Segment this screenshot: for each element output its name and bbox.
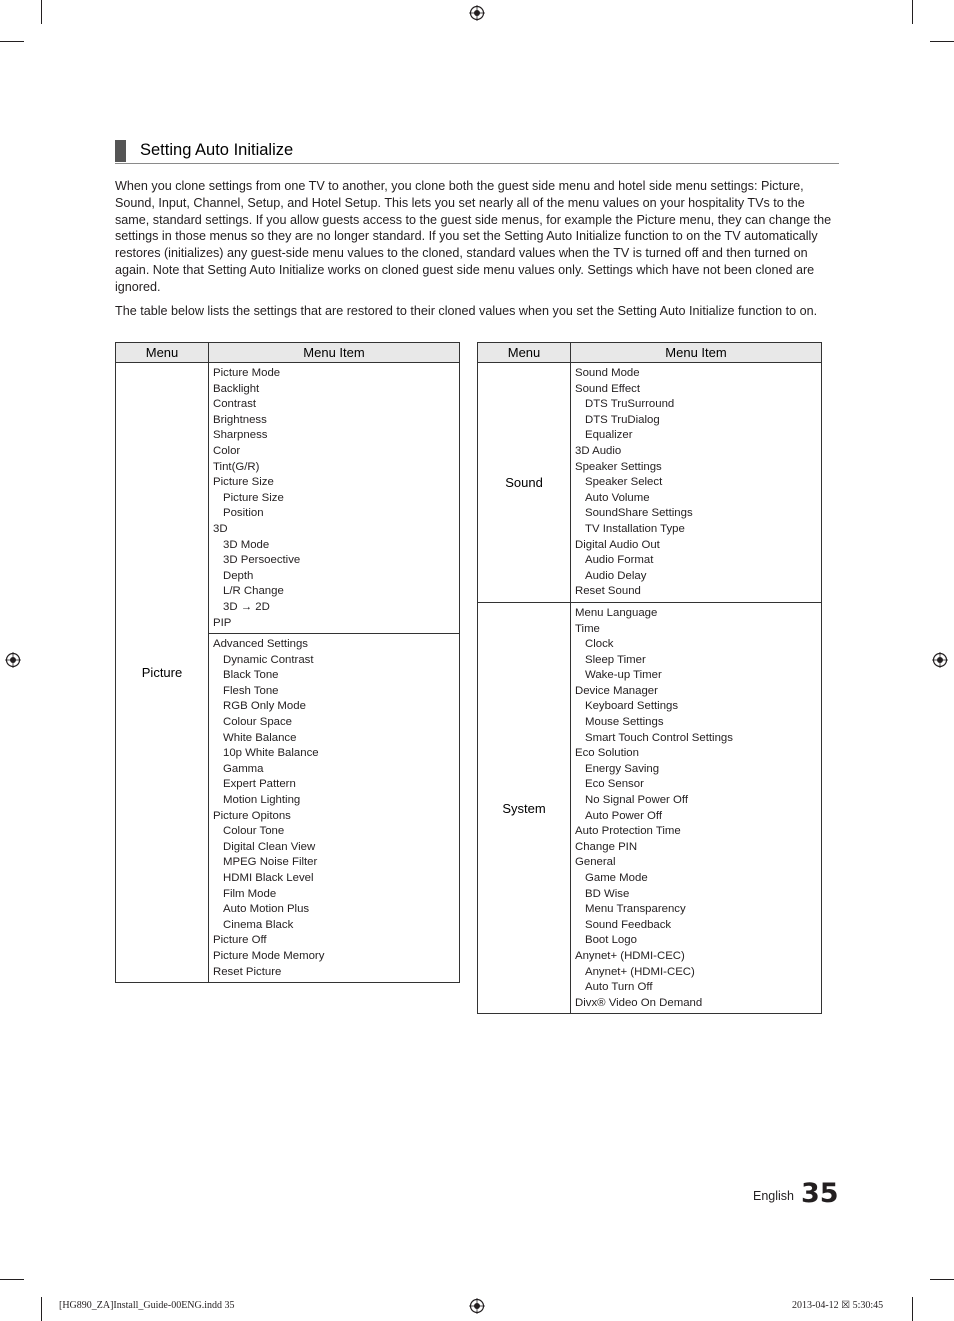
menu-item: Picture Size xyxy=(213,476,274,489)
menu-item: Expert Pattern xyxy=(223,778,296,791)
menu-item: Picture Size xyxy=(223,491,284,504)
menu-sound: Sound xyxy=(478,363,571,603)
menu-item: Auto Power Off xyxy=(585,809,663,822)
registration-mark-icon xyxy=(932,652,948,668)
picture-items-block-1 xyxy=(209,363,460,634)
menu-item: 3D Mode xyxy=(223,538,270,551)
menu-item: Equalizer xyxy=(585,429,633,442)
slug-filename: [HG890_ZA]Install_Guide-00ENG.indd 35 xyxy=(59,1300,235,1311)
menu-item: Boot Logo xyxy=(585,934,637,947)
menu-item: 3D Persoective xyxy=(223,554,301,567)
section-heading xyxy=(115,140,839,164)
menu-item: Anynet+ (HDMI-CEC) xyxy=(585,965,695,978)
menu-item: Brightness xyxy=(213,413,267,426)
menu-item: Picture Mode xyxy=(213,367,281,379)
menu-item: Menu Transparency xyxy=(585,903,686,916)
menu-item: Keyboard Settings xyxy=(585,700,679,713)
section-title: Setting Auto Initialize xyxy=(140,141,294,159)
menu-item: Speaker Select xyxy=(585,476,663,489)
menu-item: Motion Lighting xyxy=(223,794,301,807)
picture-settings-table xyxy=(115,342,460,983)
crop-mark xyxy=(41,0,42,24)
menu-column-header: Menu xyxy=(478,343,571,363)
intro-paragraph: When you clone settings from one TV to another, you clone both the guest side menu and hotel side menu settings: Picture, Sound, Input, Channel, Setup, and Hotel Setup. This lets you set nearly all of the menu values on your hospitality TVs to the same, standard settings. If you allow guests access to the guest side menus, for example the Picture menu, they can change the settings in those menus so they are no longer standard. If you set the Setting Auto Initialize function to on the TV automatically restores (initializes) any guest-side menu values to the cloned, standard values when the TV is turned off and then turned on again. Note that Setting Auto Initialize works on cloned guest side menu values only. Settings which have not been cloned are ignored. xyxy=(115,179,832,294)
menu-item: 10p White Balance xyxy=(223,747,319,760)
menu-item: Black Tone xyxy=(223,669,279,682)
menu-item: Smart Touch Control Settings xyxy=(585,731,733,744)
menu-item: Anynet+ (HDMI-CEC) xyxy=(575,949,685,962)
menu-item: Picture Mode Memory xyxy=(213,949,325,962)
menu-item: Game Mode xyxy=(585,872,648,884)
registration-mark-icon xyxy=(469,1298,485,1314)
menu-item: Audio Format xyxy=(585,554,654,567)
menu-item: PIP xyxy=(213,616,232,629)
menu-item: Dynamic Contrast xyxy=(223,653,314,666)
picture-items-block-2 xyxy=(209,634,460,983)
menu-item: Depth xyxy=(223,569,254,582)
slug-timestamp: 2013-04-12 ☒ 5:30:45 xyxy=(792,1300,884,1311)
menu-item: Audio Delay xyxy=(585,569,647,582)
crop-mark xyxy=(0,1279,24,1280)
menu-picture: Picture xyxy=(116,363,209,983)
menu-item: Advanced Settings xyxy=(213,638,308,651)
menu-item: Digital Audio Out xyxy=(575,538,660,551)
sound-system-settings-table xyxy=(477,342,822,1014)
menu-item: Contrast xyxy=(213,398,257,411)
menu-item: 3D xyxy=(213,522,228,535)
crop-mark xyxy=(0,41,24,42)
menu-item: Speaker Settings xyxy=(575,460,662,473)
menu-item: Film Mode xyxy=(223,887,277,900)
menu-item: Auto Motion Plus xyxy=(223,903,310,916)
menu-item: Auto Volume xyxy=(585,491,650,504)
table-intro-paragraph: The table below lists the settings that are restored to their cloned values when you set the Setting Auto Initialize function to on. xyxy=(115,304,818,318)
menu-item: SoundShare Settings xyxy=(585,507,693,520)
crop-mark xyxy=(912,0,913,24)
menu-item: White Balance xyxy=(223,731,297,744)
menu-item: Clock xyxy=(585,638,614,651)
system-items xyxy=(571,602,822,1013)
menu-item: Energy Saving xyxy=(585,762,660,775)
menu-item: Device Manager xyxy=(575,684,658,697)
menu-item: Picture Opitons xyxy=(213,809,291,822)
crop-mark xyxy=(912,1297,913,1321)
sound-items xyxy=(571,363,822,603)
menu-item: Sharpness xyxy=(213,429,268,442)
menu-item: Colour Space xyxy=(223,716,293,729)
menu-item: Menu Language xyxy=(575,606,658,619)
menu-item: Change PIN xyxy=(575,840,638,853)
menu-item: Color xyxy=(213,444,241,457)
menu-item: RGB Only Mode xyxy=(223,700,306,713)
menu-item: Eco Sensor xyxy=(585,778,644,791)
menu-item: Eco Solution xyxy=(575,747,639,760)
menu-item: Reset Sound xyxy=(575,585,641,598)
menu-item-column-header: Menu Item xyxy=(209,343,460,363)
menu-item: Position xyxy=(223,507,264,520)
menu-item: 3D Audio xyxy=(575,444,622,457)
menu-item: TV Installation Type xyxy=(585,522,685,535)
menu-item: Sleep Timer xyxy=(585,653,646,666)
menu-item: HDMI Black Level xyxy=(223,872,314,884)
menu-item: Wake-up Timer xyxy=(585,669,662,682)
menu-item: General xyxy=(575,856,616,869)
crop-mark xyxy=(930,41,954,42)
menu-item: DTS TruSurround xyxy=(585,398,675,411)
menu-item: Backlight xyxy=(213,382,260,395)
menu-item: Reset Picture xyxy=(213,965,282,978)
menu-item: BD Wise xyxy=(585,887,630,900)
menu-item: L/R Change xyxy=(223,585,284,598)
registration-mark-icon xyxy=(5,652,21,668)
menu-item: Cinema Black xyxy=(223,918,294,931)
menu-item-column-header: Menu Item xyxy=(571,343,822,363)
menu-item: No Signal Power Off xyxy=(585,794,688,807)
footer-language: English xyxy=(753,1189,794,1203)
page-number: 35 xyxy=(801,1178,839,1209)
menu-item: Sound Feedback xyxy=(585,918,672,931)
menu-system: System xyxy=(478,602,571,1013)
crop-mark xyxy=(41,1297,42,1321)
menu-item: Colour Tone xyxy=(223,825,285,838)
menu-item: Sound Effect xyxy=(575,382,641,395)
menu-item: Tint(G/R) xyxy=(213,460,260,473)
menu-column-header: Menu xyxy=(116,343,209,363)
menu-item: Divx® Video On Demand xyxy=(575,996,703,1009)
menu-item: Time xyxy=(575,622,600,635)
menu-item: Mouse Settings xyxy=(585,716,664,729)
menu-item: MPEG Noise Filter xyxy=(223,856,318,869)
menu-item: Gamma xyxy=(223,762,264,775)
heading-bar xyxy=(115,140,126,162)
menu-item: Picture Off xyxy=(213,934,267,947)
registration-mark-icon xyxy=(469,5,485,21)
menu-item: Digital Clean View xyxy=(223,840,316,853)
menu-item: Auto Protection Time xyxy=(575,825,681,838)
menu-item: DTS TruDialog xyxy=(585,413,660,426)
menu-item: 3D → 2D xyxy=(223,600,270,613)
crop-mark xyxy=(930,1279,954,1280)
menu-item: Auto Turn Off xyxy=(585,981,653,994)
menu-item: Flesh Tone xyxy=(223,684,279,697)
menu-item: Sound Mode xyxy=(575,367,640,379)
